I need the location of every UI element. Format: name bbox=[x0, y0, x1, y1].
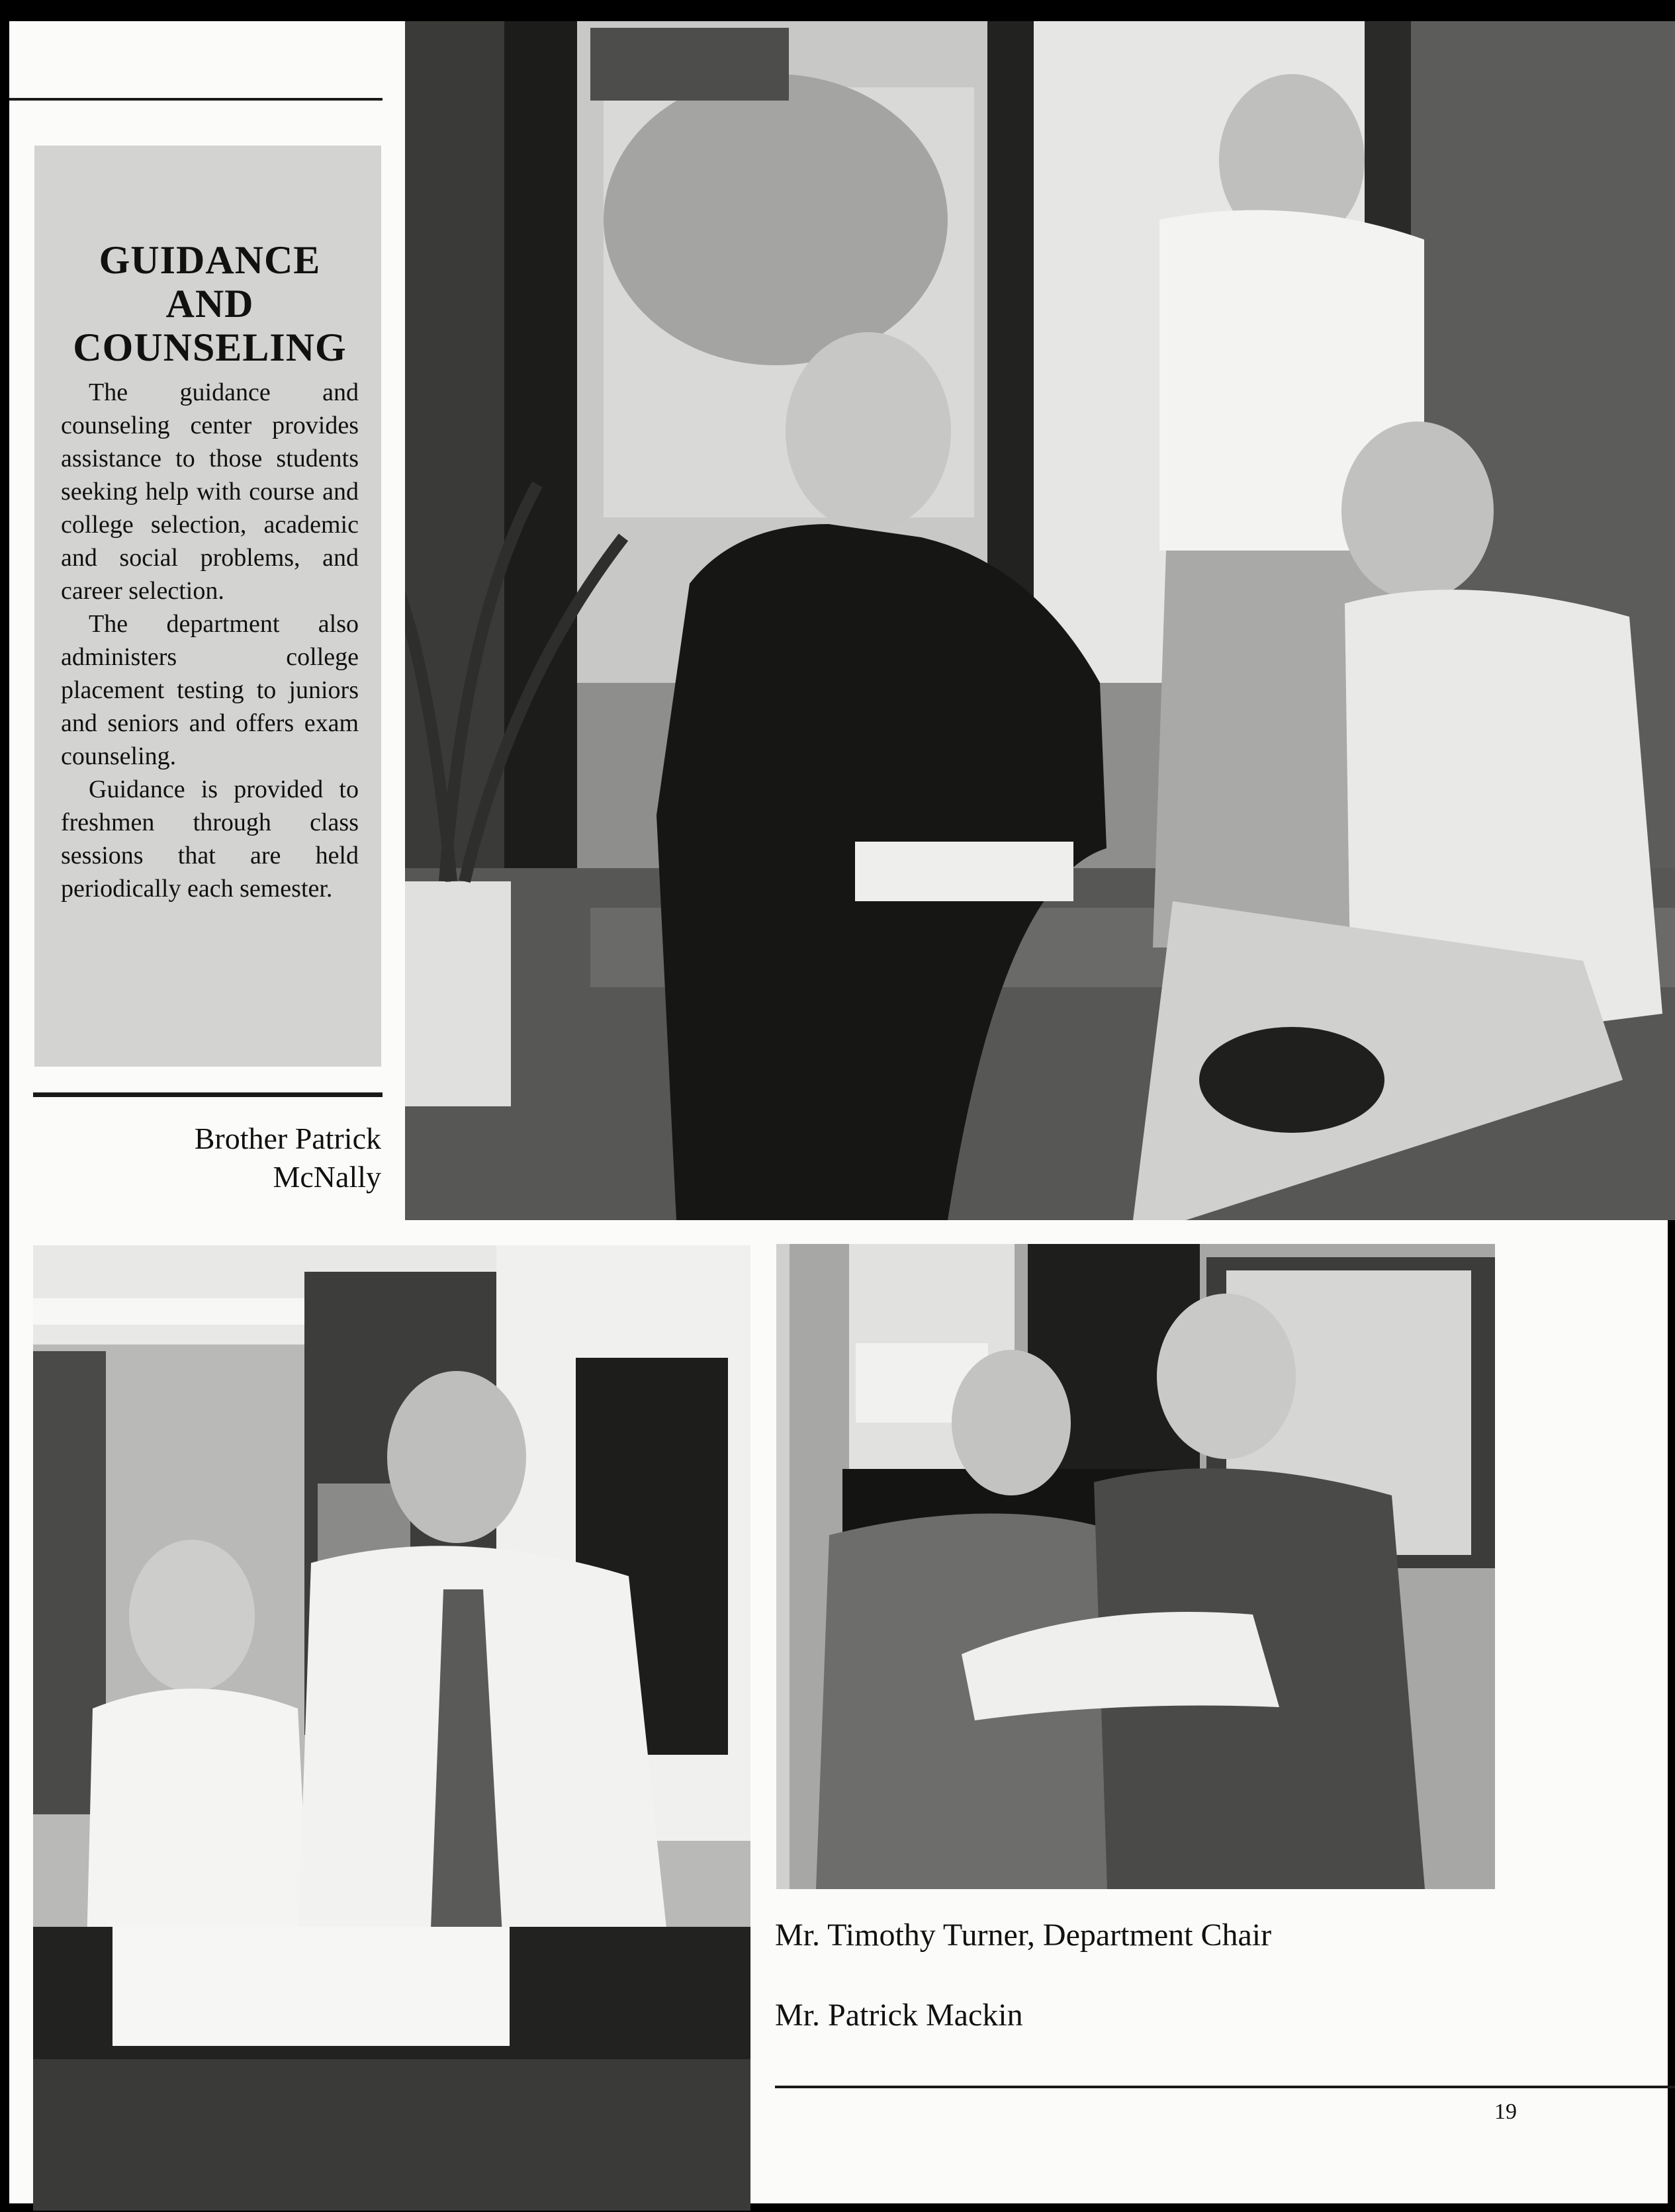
caption-rule bbox=[33, 1092, 383, 1097]
caption-patrick-mackin: Mr. Patrick Mackin bbox=[775, 1998, 1023, 2033]
title-line: AND bbox=[165, 282, 254, 326]
photo-turner-and-mackin bbox=[776, 1244, 1495, 1889]
photo-top-illustration bbox=[405, 21, 1675, 1220]
photo-bottom-right-illustration bbox=[776, 1244, 1495, 1889]
guidance-sidebar bbox=[34, 146, 381, 1067]
bottom-right-rule bbox=[775, 2086, 1675, 2088]
sidebar-body bbox=[61, 376, 359, 905]
body-paragraph: The guidance and counseling center provides assistance to those students seeking help with course and college selection, academic and social problems, and career selection. bbox=[61, 378, 359, 605]
caption-line: Brother Patrick bbox=[194, 1122, 381, 1155]
photo-bottom-left-illustration bbox=[33, 1245, 750, 2211]
body-paragraph: Guidance is provided to freshmen through class sessions that are held periodically each semester. bbox=[61, 775, 359, 903]
caption-brother-mcnally bbox=[40, 1120, 381, 1196]
top-left-rule bbox=[9, 98, 383, 101]
title-line: COUNSELING bbox=[73, 326, 347, 369]
photo-teacher-with-student bbox=[33, 1245, 750, 2211]
caption-timothy-turner: Mr. Timothy Turner, Department Chair bbox=[775, 1918, 1272, 1953]
photo-counselor-with-students bbox=[405, 21, 1675, 1220]
body-paragraph: The department also administers college placement testing to juniors and seniors and offers exam counseling. bbox=[61, 610, 359, 770]
section-title bbox=[61, 238, 359, 369]
caption-line: McNally bbox=[273, 1160, 381, 1194]
page-number: 19 bbox=[1494, 2100, 1517, 2124]
title-line: GUIDANCE bbox=[99, 238, 321, 282]
